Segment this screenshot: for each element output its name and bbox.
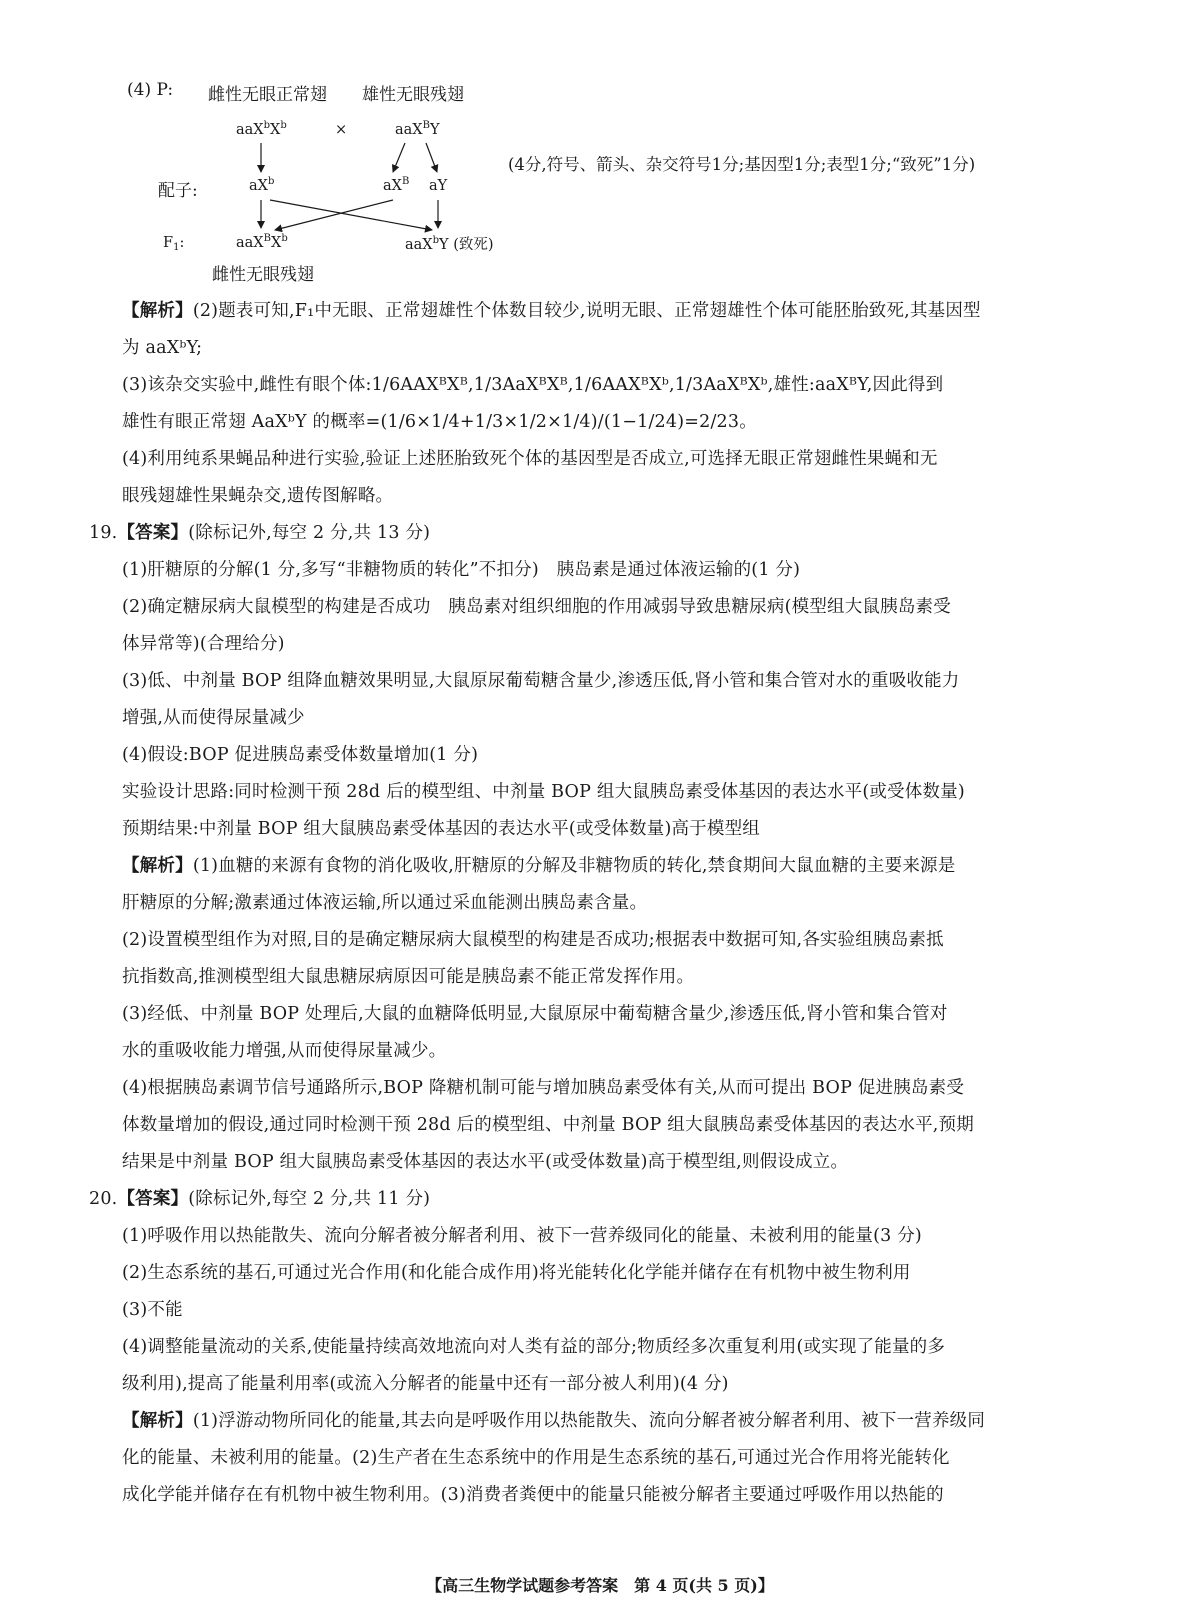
- gamete-male-y: aY: [429, 178, 448, 194]
- p-label: (4) P:: [127, 80, 174, 100]
- text-line-28: (3)不能: [122, 1300, 183, 1320]
- text-line-26: (1)呼吸作用以热能散失、流向分解者被分解者利用、被下一营养级同化的能量、未被利用的能量(3 分): [122, 1226, 922, 1246]
- text-line-1: 【解析】(2)题表可知,F₁中无眼、正常翅雄性个体数目较少,说明无眼、正常翅雄性个体可能胚胎致死,其基因型: [122, 301, 981, 321]
- text-line-9: (2)确定糖尿病大鼠模型的构建是否成功 胰岛素对组织细胞的作用减弱导致患糖尿病(模型组大鼠胰岛素受: [122, 597, 951, 617]
- text-line-7: 19.【答案】(除标记外,每空 2 分,共 13 分): [89, 523, 431, 543]
- gamete-female: $aX^b$: [249, 176, 275, 194]
- page-footer: 【高三生物学试题参考答案 第 4 页(共 5 页)】: [426, 1576, 774, 1595]
- p-female-phenotype: 雌性无眼正常翅: [208, 85, 327, 105]
- text-line-6: 眼残翅雄性果蝇杂交,遗传图解略。: [122, 486, 394, 506]
- text-line-21: 水的重吸收能力增强,从而使得尿量减少。: [122, 1041, 447, 1061]
- text-line-24: 结果是中剂量 BOP 组大鼠胰岛素受体基因的表达水平(或受体数量)高于模型组,则假设成立。: [122, 1152, 849, 1172]
- text-line-23: 体数量增加的假设,通过同时检测干预 28d 后的模型组、中剂量 BOP 组大鼠胰岛素受体基因的表达水平,预期: [122, 1115, 974, 1135]
- text-line-10: 体异常等)(合理给分): [122, 634, 285, 654]
- text-line-18: (2)设置模型组作为对照,目的是确定糖尿病大鼠模型的构建是否成功;根据表中数据可知,各实验组胰岛素抵: [122, 930, 944, 950]
- f1-male-genotype: aaX$^b$Y (致死): [405, 235, 494, 253]
- text-line-5: (4)利用纯系果蝇品种进行实验,验证上述胚胎致死个体的基因型是否成立,可选择无眼正常翅雌性果蝇和无: [122, 449, 938, 469]
- text-line-25: 20.【答案】(除标记外,每空 2 分,共 11 分): [89, 1189, 431, 1209]
- text-line-29: (4)调整能量流动的关系,使能量持续高效地流向对人类有益的部分;物质经多次重复利用(或实现了能量的多: [122, 1337, 946, 1357]
- text-line-27: (2)生态系统的基石,可通过光合作用(和化能合成作用)将光能转化化学能并储存在有机物中被生物利用: [122, 1263, 911, 1283]
- arrow-male-to-gamete-y: [426, 143, 437, 172]
- gamete-male-xb: $aX^B$: [383, 176, 410, 194]
- text-line-8: (1)肝糖原的分解(1 分,多写“非糖物质的转化”不扣分) 胰岛素是通过体液运输的(1 分): [122, 560, 801, 580]
- cross-arrows: [0, 0, 1200, 300]
- f1-female-phenotype: 雌性无眼残翅: [212, 265, 314, 285]
- scoring-note: (4分,符号、箭头、杂交符号1分;基因型1分;表型1分;“致死”1分): [508, 155, 976, 174]
- male-parent-genotype: aaX$^B$Y: [395, 120, 440, 138]
- text-line-2: 为 aaXᵇY;: [122, 338, 203, 358]
- text-line-12: 增强,从而使得尿量减少: [122, 708, 305, 728]
- text-line-30: 级利用),提高了能量利用率(或流入分解者的能量中还有一部分被人利用)(4 分): [122, 1374, 729, 1394]
- text-line-20: (3)经低、中剂量 BOP 处理后,大鼠的血糖降低明显,大鼠原尿中葡萄糖含量少,渗透压低,肾小管和集合管对: [122, 1004, 948, 1024]
- text-line-32: 化的能量、未被利用的能量。(2)生产者在生态系统中的作用是生态系统的基石,可通过光合作用将光能转化: [122, 1448, 950, 1468]
- answer-text: [0, 293, 1200, 1514]
- female-parent-genotype: $aaX^bX^b$: [236, 120, 287, 138]
- text-line-33: 成化学能并储存在有机物中被生物利用。(3)消费者粪便中的能量只能被分解者主要通过呼吸作用以热能的: [122, 1485, 944, 1505]
- text-line-19: 抗指数高,推测模型组大鼠患糖尿病原因可能是胰岛素不能正常发挥作用。: [122, 967, 695, 987]
- f1-label: $F_1$:: [163, 235, 185, 253]
- cross-symbol: ×: [335, 122, 348, 138]
- text-line-14: 实验设计思路:同时检测干预 28d 后的模型组、中剂量 BOP 组大鼠胰岛素受体基因的表达水平(或受体数量): [122, 782, 965, 802]
- text-line-22: (4)根据胰岛素调节信号通路所示,BOP 降糖机制可能与增加胰岛素受体有关,从而可提出 BOP 促进胰岛素受: [122, 1078, 965, 1098]
- p-male-phenotype: 雄性无眼残翅: [362, 85, 464, 105]
- text-line-13: (4)假设:BOP 促进胰岛素受体数量增加(1 分): [122, 745, 479, 765]
- f1-female-genotype: $aaX^BX^b$: [236, 233, 288, 251]
- gamete-label: 配子:: [158, 181, 198, 201]
- text-line-3: (3)该杂交实验中,雌性有眼个体:1/6AAXᴮXᴮ,1/3AaXᴮXᴮ,1/6AAXᴮXᵇ,1/3AaXᴮXᵇ,雄性:aaXᴮY,因此得到: [122, 375, 944, 395]
- text-line-15: 预期结果:中剂量 BOP 组大鼠胰岛素受体基因的表达水平(或受体数量)高于模型组: [122, 819, 760, 839]
- text-line-17: 肝糖原的分解;激素通过体液运输,所以通过采血能测出胰岛素含量。: [122, 893, 648, 913]
- text-line-4: 雄性有眼正常翅 AaXᵇY 的概率=(1/6×1/4+1/3×1/2×1/4)/(1−1/24)=2/23。: [122, 412, 757, 432]
- text-line-31: 【解析】(1)浮游动物所同化的能量,其去向是呼吸作用以热能散失、流向分解者被分解者利用、被下一营养级同: [122, 1411, 986, 1431]
- text-line-16: 【解析】(1)血糖的来源有食物的消化吸收,肝糖原的分解及非糖物质的转化,禁食期间大鼠血糖的主要来源是: [122, 856, 956, 876]
- arrow-male-to-gamete-xb: [393, 143, 405, 172]
- text-line-11: (3)低、中剂量 BOP 组降血糖效果明显,大鼠原尿葡萄糖含量少,渗透压低,肾小管和集合管对水的重吸收能力: [122, 671, 960, 691]
